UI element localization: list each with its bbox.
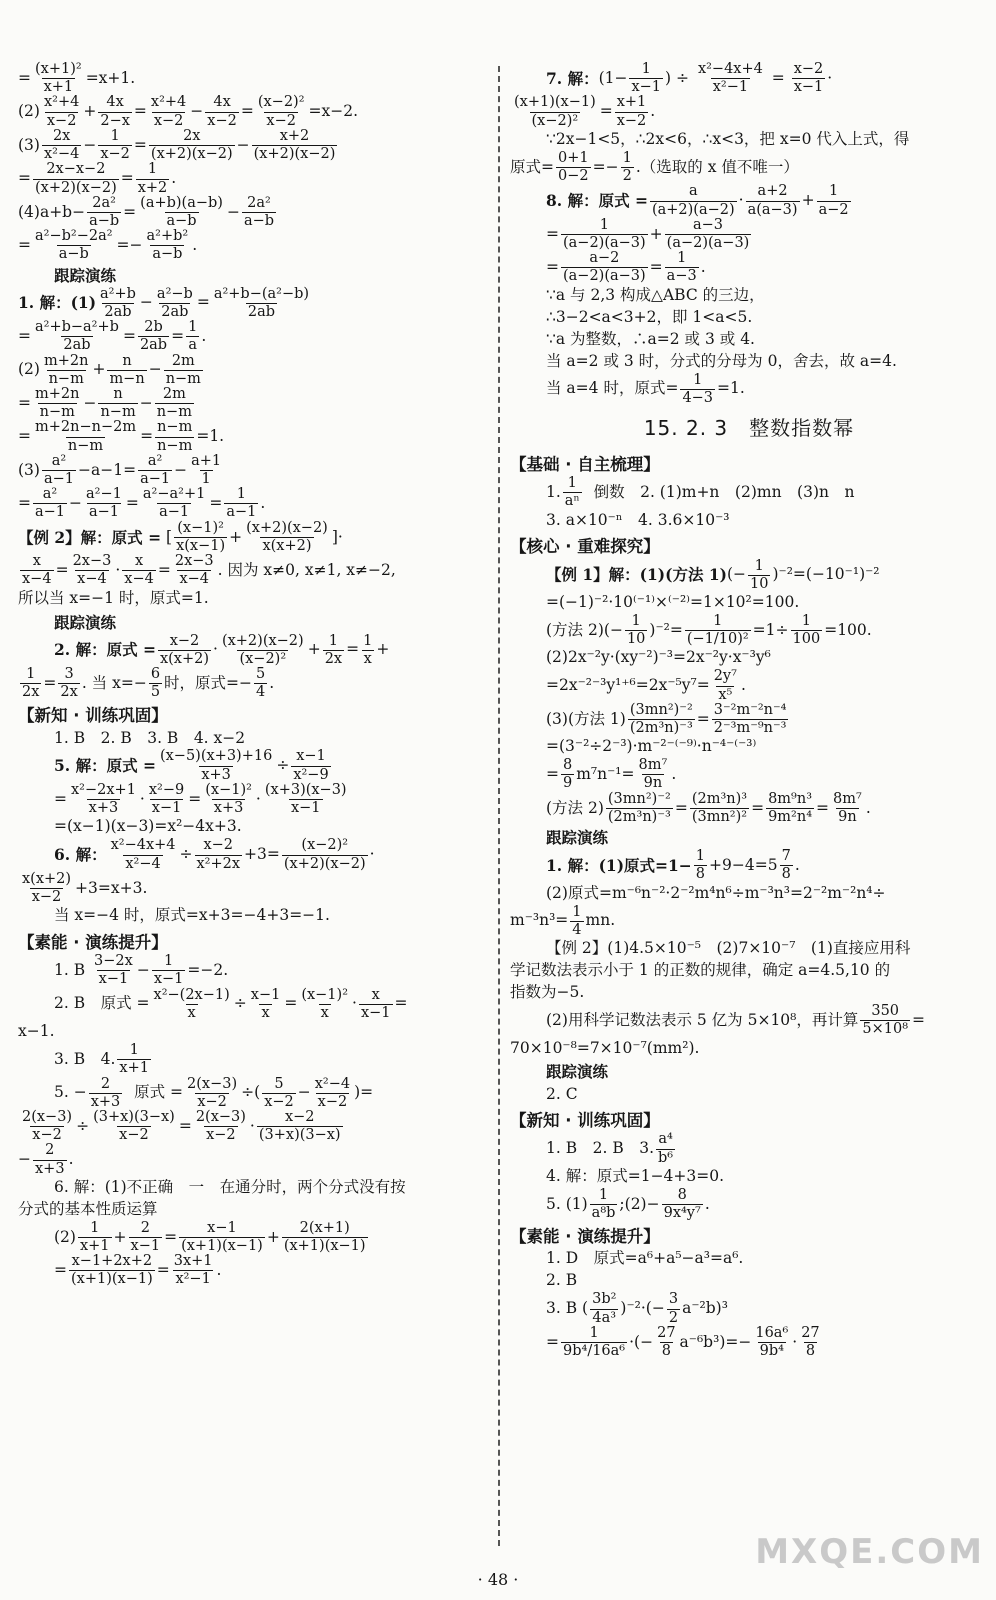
- eq-line: (方法 2) (− $\frac{1}{10}$ )⁻²= $\frac{1}{\text{(−1/10)²}}$ =1÷ $\frac{1}{100}$ =100.: [546, 612, 872, 648]
- eq-line: 5. 解：原式 = $\frac{(x-5)(x+3)+16}{x+3}$ ÷ $\frac{x-1}{\text{x²−9}}$: [54, 748, 329, 783]
- eq-line: $\frac{x(x+2)}{x-2}$ +3=x+3.: [22, 870, 148, 905]
- answer-line: 1. B 2. B 3. B 4. x−2: [54, 728, 246, 747]
- text-line: 当 x=−4 时，原式=x+3=−4+3=−1.: [54, 906, 330, 925]
- eq-line: = $\frac{2x-x-2}{(x+2)(x-2)}$ = $\frac{1}{x+2}$ .: [18, 161, 177, 196]
- answer-line: 1. D 原式=a⁶+a⁵−a³=a⁶.: [546, 1249, 744, 1268]
- eq-line: (3)(方法 1) $\frac{\text{(3mn²)⁻²}}{\text{(2m³n)⁻³}}$ = $\frac{\text{3⁻²m⁻²n⁻⁴}}{\text{2⁻³m⁻⁹n⁻³}}$: [546, 701, 787, 737]
- eq-line: 2. 解：原式 = $\frac{x-2}{x(x+2)}$ · $\frac{(x+2)(x-2)}{\text{(x−2)²}}$ + $\frac{1}{2x}$ = $\frac{1}{x}$ +: [54, 632, 390, 667]
- eq-line: = $\frac{1}{(a-2)(a-3)}$ + $\frac{a-3}{(a-2)(a-3)}$: [546, 216, 750, 251]
- answer-line: 1. $\frac{1}{\text{aⁿ}}$ 倒数 2. (1)m+n (2)mn (3)n n: [546, 475, 855, 510]
- answer-line: 3. a×10⁻ⁿ 4. 3.6×10⁻³: [546, 510, 730, 529]
- text-line: ∵a 与 2,3 构成△ABC 的三边，: [546, 285, 765, 304]
- eq-line: (2) $\frac{1}{x+1}$ + $\frac{2}{x-1}$ = $\frac{x-1}{(x+1)(x-1)}$ + $\frac{2(x+1)}{(x+1)(x-1)}$: [54, 1219, 366, 1255]
- eq-line: = $\frac{a-2}{(a-2)(a-3)}$ = $\frac{1}{a-3}$ .: [546, 250, 706, 285]
- eq-line: (方法 2) $\frac{\text{(3mn²)⁻²}}{\text{(2m³n)⁻³}}$ = $\frac{\text{(2m³n)³}}{\text{(3mn²)²}}$ = $\frac{\text{8m⁹n³}}{\text{9m²n⁴}}$ = $\frac{\text{8m⁷}}{9n}$ .: [546, 790, 871, 825]
- text-line: 学记数法表示小于 1 的正数的规律，确定 a=4.5,10 的: [510, 961, 891, 980]
- eq-line: 3. B ( $\frac{\text{3b²}}{\text{4a³}}$ )⁻² ·(− $\frac{3}{2}$ a⁻²b ) ³: [546, 1291, 728, 1326]
- eq-line: 6. 解： $\frac{\text{x²−4x+4}}{\text{x²−4}}$ ÷ $\frac{x-2}{\text{x²+2x}}$ +3= $\frac{\text{(x−2)²}}{(x+2)(x-2)}$ ·: [54, 837, 375, 872]
- fraction: $\frac{\text{(x+1)²}}{x+1}$: [35, 61, 82, 96]
- answer-line: 2. B: [546, 1271, 578, 1290]
- eq-line: (2) $\frac{m+2n}{n-m}$ + $\frac{n}{m-n}$ − $\frac{2m}{n-m}$: [18, 352, 201, 387]
- eq-line: 5. − $\frac{2}{x+3}$ 原式 = $\frac{2(x-3)}{x-2}$ ÷( $\frac{5}{x-2}$ − $\frac{\text{x²−4}}{x-2}$ )=: [54, 1075, 374, 1110]
- answer-line: 1. B 2. B 3. $\frac{\text{a⁴}}{\text{b⁶}}$: [546, 1131, 674, 1166]
- eq-line: = $\frac{\text{a²−b²−2a²}}{a-b}$ =− $\frac{\text{a²+b²}}{a-b}$ .: [18, 228, 198, 263]
- section-heading: 【素能 · 演练提升】: [18, 932, 168, 952]
- eq-line: = $\frac{x-1+2x+2}{(x+1)(x-1)}$ = $\frac{3x+1}{\text{x²−1}}$ .: [54, 1253, 222, 1288]
- eq-line: (3) $\frac{\text{a²}}{a-1}$ −a−1= $\frac{\text{a²}}{a-1}$ − $\frac{a+1}{1}$: [18, 452, 222, 488]
- text-line: 所以当 x=−1 时，原式=1.: [18, 588, 209, 607]
- eq-line: 【例 1】解：(1)(方法 1) (− $\frac{1}{10}$ )⁻²=(−10⁻¹)⁻²: [546, 557, 880, 592]
- eq-line: (3) $\frac{2x}{\text{x²−4}}$ − $\frac{1}{x-2}$ = $\frac{2x}{(x+2)(x-2)}$ − $\frac{x+2}{(x+2)(x-2)}$: [18, 127, 336, 163]
- eq-line: = $\frac{8}{9}$ m⁷n⁻¹= $\frac{\text{8m⁷}}{9n}$ .: [546, 757, 677, 792]
- eq-line: =(x−1)(x−3)=x²−4x+3.: [54, 817, 242, 836]
- answer-line: 2. C: [546, 1084, 578, 1103]
- text-line: 分式的基本性质运算: [18, 1199, 158, 1218]
- eq-line: $\frac{x}{x-4}$ = $\frac{2x-3}{x-4}$ · $\frac{x}{x-4}$ = $\frac{2x-3}{x-4}$ . 因为 x≠0, x≠1, x≠−2,: [22, 553, 396, 588]
- eq-line: 3. B 4. $\frac{1}{x+1}$: [54, 1042, 149, 1077]
- left-column: [18, 62, 486, 1288]
- right-column: [510, 62, 988, 1359]
- eq-line: 1. B $\frac{3-2x}{x-1}$ − $\frac{1}{x-1}$ =−2.: [54, 953, 229, 988]
- text-line: 【例 2】(1)4.5×10⁻⁵ (2)7×10⁻⁷ (1)直接应用科: [546, 939, 911, 958]
- eq-line: = $\frac{m+2n-n-2m}{n-m}$ = $\frac{n-m}{n-m}$ =1.: [18, 419, 225, 454]
- eq-line: 1. 解：(1) $\frac{\text{a²+b}}{2ab}$ − $\frac{\text{a²−b}}{2ab}$ = $\frac{\text{a²+b−(a²−b)}}{2ab}$: [18, 285, 310, 320]
- text-line: 6. 解：(1)不正确 一 在通分时，两个分式没有按: [54, 1177, 406, 1196]
- section-heading: 【新知 · 训练巩固】: [510, 1110, 660, 1130]
- text-line: 指数为−5.: [510, 983, 585, 1002]
- column-divider: [498, 66, 500, 1546]
- section-heading: 【素能 · 演练提升】: [510, 1226, 660, 1246]
- eq-line: = $\frac{m+2n}{n-m}$ − $\frac{n}{n-m}$ − $\frac{2m}{n-m}$: [18, 385, 192, 421]
- eq-line: = $\frac{1}{\text{9b⁴/16a⁶}}$ ·(− $\frac{27}{8}$ a⁻⁶b³)=− $\frac{\text{16a⁶}}{\text{9b⁴}}$ · $\frac{27}{8}$: [546, 1324, 820, 1359]
- eq-line: (2)2x⁻²y·(xy⁻²)⁻³=2x⁻²y·x⁻³y⁶: [546, 648, 771, 667]
- text-line: ∵2x−1<5，∴2x<6，∴x<3，把 x=0 代入上式，得: [546, 129, 910, 148]
- text-line: ∴3−2<a<3+2，即 1<a<5.: [546, 307, 753, 326]
- answer-line: 5. (1) $\frac{1}{\text{a⁸b}}$ ;(2)− $\frac{8}{\text{9x⁴y⁷}}$ .: [546, 1186, 710, 1222]
- eq-line: $\frac{(x+1)(x-1)}{\text{(x−2)²}}$ = $\frac{x+1}{x-2}$ .: [514, 94, 656, 129]
- subheading: 跟踪演练: [546, 1063, 609, 1082]
- eq-line: = $\frac{\text{(x+1)²}}{x+1}$ =x+1.: [18, 61, 136, 96]
- eq-line: (2)用科学记数法表示 5 亿为 5×10⁸，再计算 $\frac{350}{\text{5×10⁸}}$ =: [546, 1003, 926, 1038]
- watermark-logo: MXQE.COM: [755, 1532, 984, 1572]
- eq-line: = $\frac{\text{a²}}{a-1}$ − $\frac{\text{a²−1}}{a-1}$ = $\frac{\text{a²−a²+1}}{a-1}$ = $\frac{1}{a-1}$ .: [18, 486, 266, 521]
- section-title: 15. 2. 3 整数指数幂: [643, 416, 855, 441]
- eq-line: (4)a+b− $\frac{\text{2a²}}{a-b}$ = $\frac{(a+b)(a-b)}{a-b}$ − $\frac{\text{2a²}}{a-b}$: [18, 194, 275, 229]
- eq-line: 当 a=4 时，原式= $\frac{1}{4-3}$ =1.: [546, 371, 745, 406]
- eq-line: 2. B 原式 = $\frac{\text{x²−(2x−1)}}{x}$ ÷ $\frac{x-1}{x}$ = $\frac{\text{(x−1)²}}{x}$ · $\frac{x}{x-1}$ =: [54, 986, 408, 1021]
- eq-line: (2)原式=m⁻⁶n⁻²·2⁻²m⁴n⁶÷m⁻³n³=2⁻²m⁻²n⁴÷: [546, 883, 886, 902]
- eq-line: 【例 2】解：原式 = [ $\frac{\text{(x−1)²}}{x(x-1)}$ + $\frac{(x+2)(x-2)}{x(x+2)}$ ]·: [18, 519, 343, 554]
- text-line: ∵a 为整数，∴a=2 或 3 或 4.: [546, 329, 755, 348]
- eq-line: (2) $\frac{\text{x²+4}}{x-2}$ + $\frac{4x}{2-x}$ = $\frac{\text{x²+4}}{x-2}$ − $\frac{4x}{x-2}$ = $\frac{\text{(x−2)²}}{x-2}$ =x−2.: [18, 94, 359, 129]
- section-heading: 【核心 · 重难探究】: [510, 537, 660, 556]
- eq-line: = $\frac{\text{x²−2x+1}}{x+3}$ · $\frac{\text{x²−9}}{x-1}$ = $\frac{\text{(x−1)²}}{x+3}$ · $\frac{(x+3)(x-3)}{x-1}$: [54, 781, 347, 817]
- eq-line: =(−1)⁻²·10⁽⁻¹⁾×⁽⁻²⁾=1×10²=100.: [546, 593, 800, 612]
- subheading: 跟踪演练: [54, 613, 117, 632]
- eq-line: 70×10⁻⁸=7×10⁻⁷(mm²).: [510, 1038, 700, 1057]
- page-number: · 48 ·: [477, 1570, 519, 1589]
- eq-line: x−1.: [18, 1022, 55, 1041]
- eq-line: 8. 解：原式 = $\frac{a}{(a+2)(a-2)}$ · $\frac{a+2}{a(a-3)}$ + $\frac{1}{a-2}$: [546, 183, 849, 218]
- eq-line: m⁻³n³= $\frac{1}{4}$ mn.: [510, 903, 616, 938]
- eq-line: $\frac{2(x-3)}{x-2}$ ÷ $\frac{(3+x)(3-x)}{x-2}$ = $\frac{2(x-3)}{x-2}$ · $\frac{x-2}{(3+x)(3-x)}$: [22, 1108, 341, 1144]
- section-heading: 【新知 · 训练巩固】: [18, 705, 168, 725]
- section-heading: 【基础 · 自主梳理】: [510, 454, 660, 474]
- eq-line: 7. 解： (1− $\frac{1}{x-1}$ ) ÷ $\frac{\text{x²−4x+4}}{\text{x²−1}}$ = $\frac{x-2}{x-1}$ ·: [546, 61, 833, 96]
- eq-line: =(3⁻²÷2⁻³)·m⁻²⁻⁽⁻⁹⁾·n⁻⁴⁻⁽⁻³⁾: [546, 737, 757, 756]
- eq-line: 原式= $\frac{0+1}{0-2}$ =− $\frac{1}{2}$ . （选取的 x 值不唯一）: [510, 149, 799, 185]
- eq-line: $\frac{1}{2x}$ = $\frac{3}{2x}$ . 当 x=− $\frac{6}{5}$ 时，原式=− $\frac{5}{4}$ .: [22, 666, 275, 701]
- eq-line: = $\frac{\text{a²+b−a²+b}}{2ab}$ = $\frac{2b}{2ab}$ = $\frac{1}{a}$ .: [18, 319, 207, 354]
- subheading: 跟踪演练: [54, 266, 117, 285]
- eq-line: − $\frac{2}{x+3}$ .: [18, 1142, 74, 1177]
- text-line: 当 a=2 或 3 时，分式的分母为 0，舍去，故 a=4.: [546, 351, 897, 370]
- subheading: 跟踪演练: [546, 829, 609, 848]
- answer-line: 4. 解：原式=1−4+3=0.: [546, 1166, 725, 1185]
- eq-line: 1. 解：(1)原式=1− $\frac{1}{8}$ +9−4=5 $\frac{7}{8}$ .: [546, 848, 800, 883]
- eq-line: =2x⁻²⁻³y¹⁺⁶=2x⁻⁵y⁷= $\frac{\text{2y⁷}}{\text{x⁵}}$ .: [546, 668, 746, 703]
